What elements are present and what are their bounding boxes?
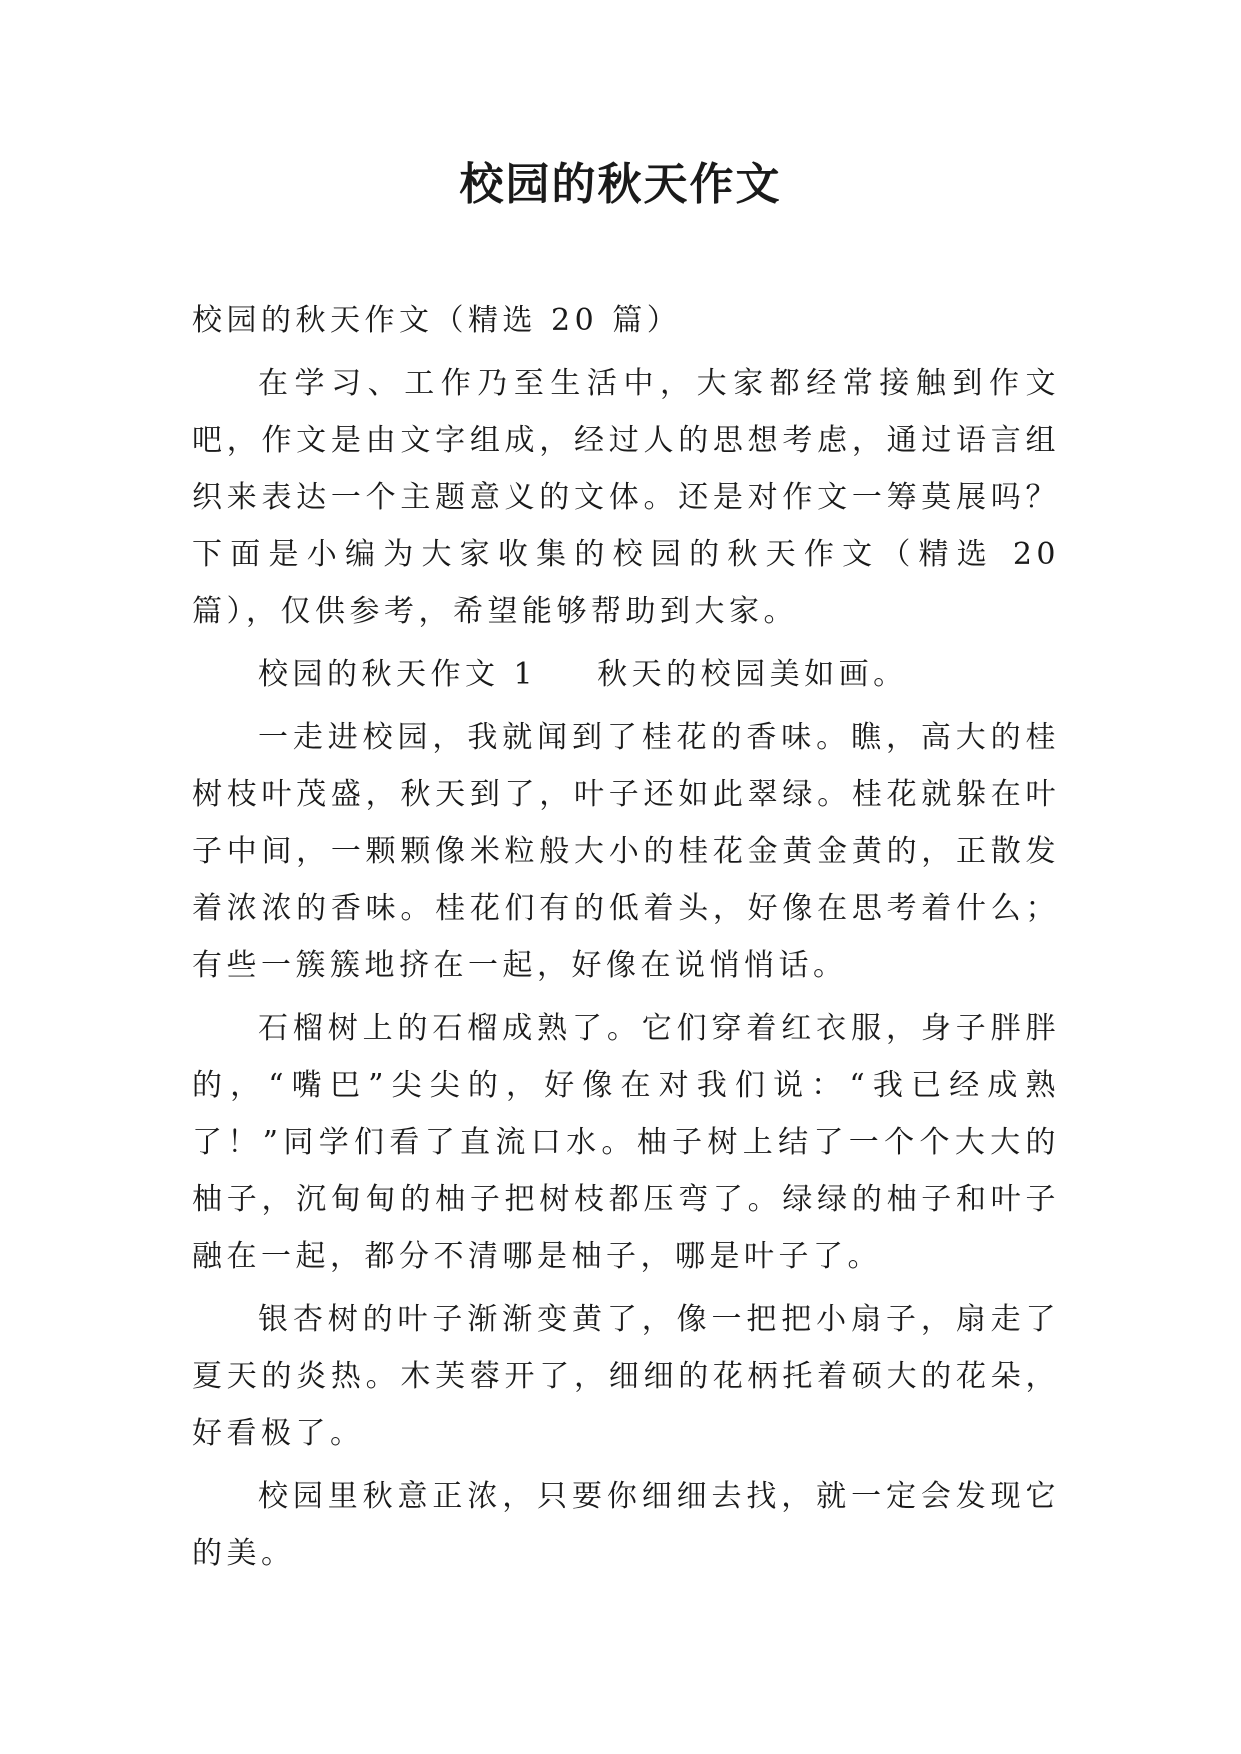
body-paragraph: 一走进校园，我就闻到了桂花的香味。瞧，高大的桂树枝叶茂盛，秋天到了，叶子还如此翠绿。桂花就躲在叶子中间，一颗颗像米粒般大小的桂花金黄金黄的，正散发着浓浓的香味。桂花们有的低着头，好像在思考着什么；有些一簇簇地挤在一起，好像在说悄悄话。 <box>192 720 1060 983</box>
essay-lead: 秋天的校园美如画。 <box>597 657 908 692</box>
document-title: 校园的秋天作文 <box>459 159 782 210</box>
document-subtitle: 校园的秋天作文（精选 20 篇） <box>192 303 682 338</box>
essay-heading: 校园的秋天作文 1 <box>258 657 538 692</box>
essay-heading-line <box>192 646 1060 703</box>
body-paragraph: 银杏树的叶子渐渐变黄了，像一把把小扇子，扇走了夏天的炎热。木芙蓉开了，细细的花柄托着硕大的花朵，好看极了。 <box>192 1302 1060 1451</box>
document-body <box>192 292 1060 1582</box>
intro-paragraph: 在学习、工作乃至生活中，大家都经常接触到作文吧，作文是由文字组成，经过人的思想考虑，通过语言组织来表达一个主题意义的文体。还是对作文一筹莫展吗？下面是小编为大家收集的校园的秋天作文（精选 20 篇），仅供参考，希望能够帮助到大家。 <box>192 366 1060 629</box>
body-paragraph: 石榴树上的石榴成熟了。它们穿着红衣服，身子胖胖的，“嘴巴”尖尖的，好像在对我们说：“我已经成熟了！”同学们看了直流口水。柚子树上结了一个个大大的柚子，沉甸甸的柚子把树枝都压弯了。绿绿的柚子和叶子融在一起，都分不清哪是柚子，哪是叶子了。 <box>192 1011 1060 1274</box>
body-paragraph: 校园里秋意正浓，只要你细细去找，就一定会发现它的美。 <box>192 1479 1060 1571</box>
